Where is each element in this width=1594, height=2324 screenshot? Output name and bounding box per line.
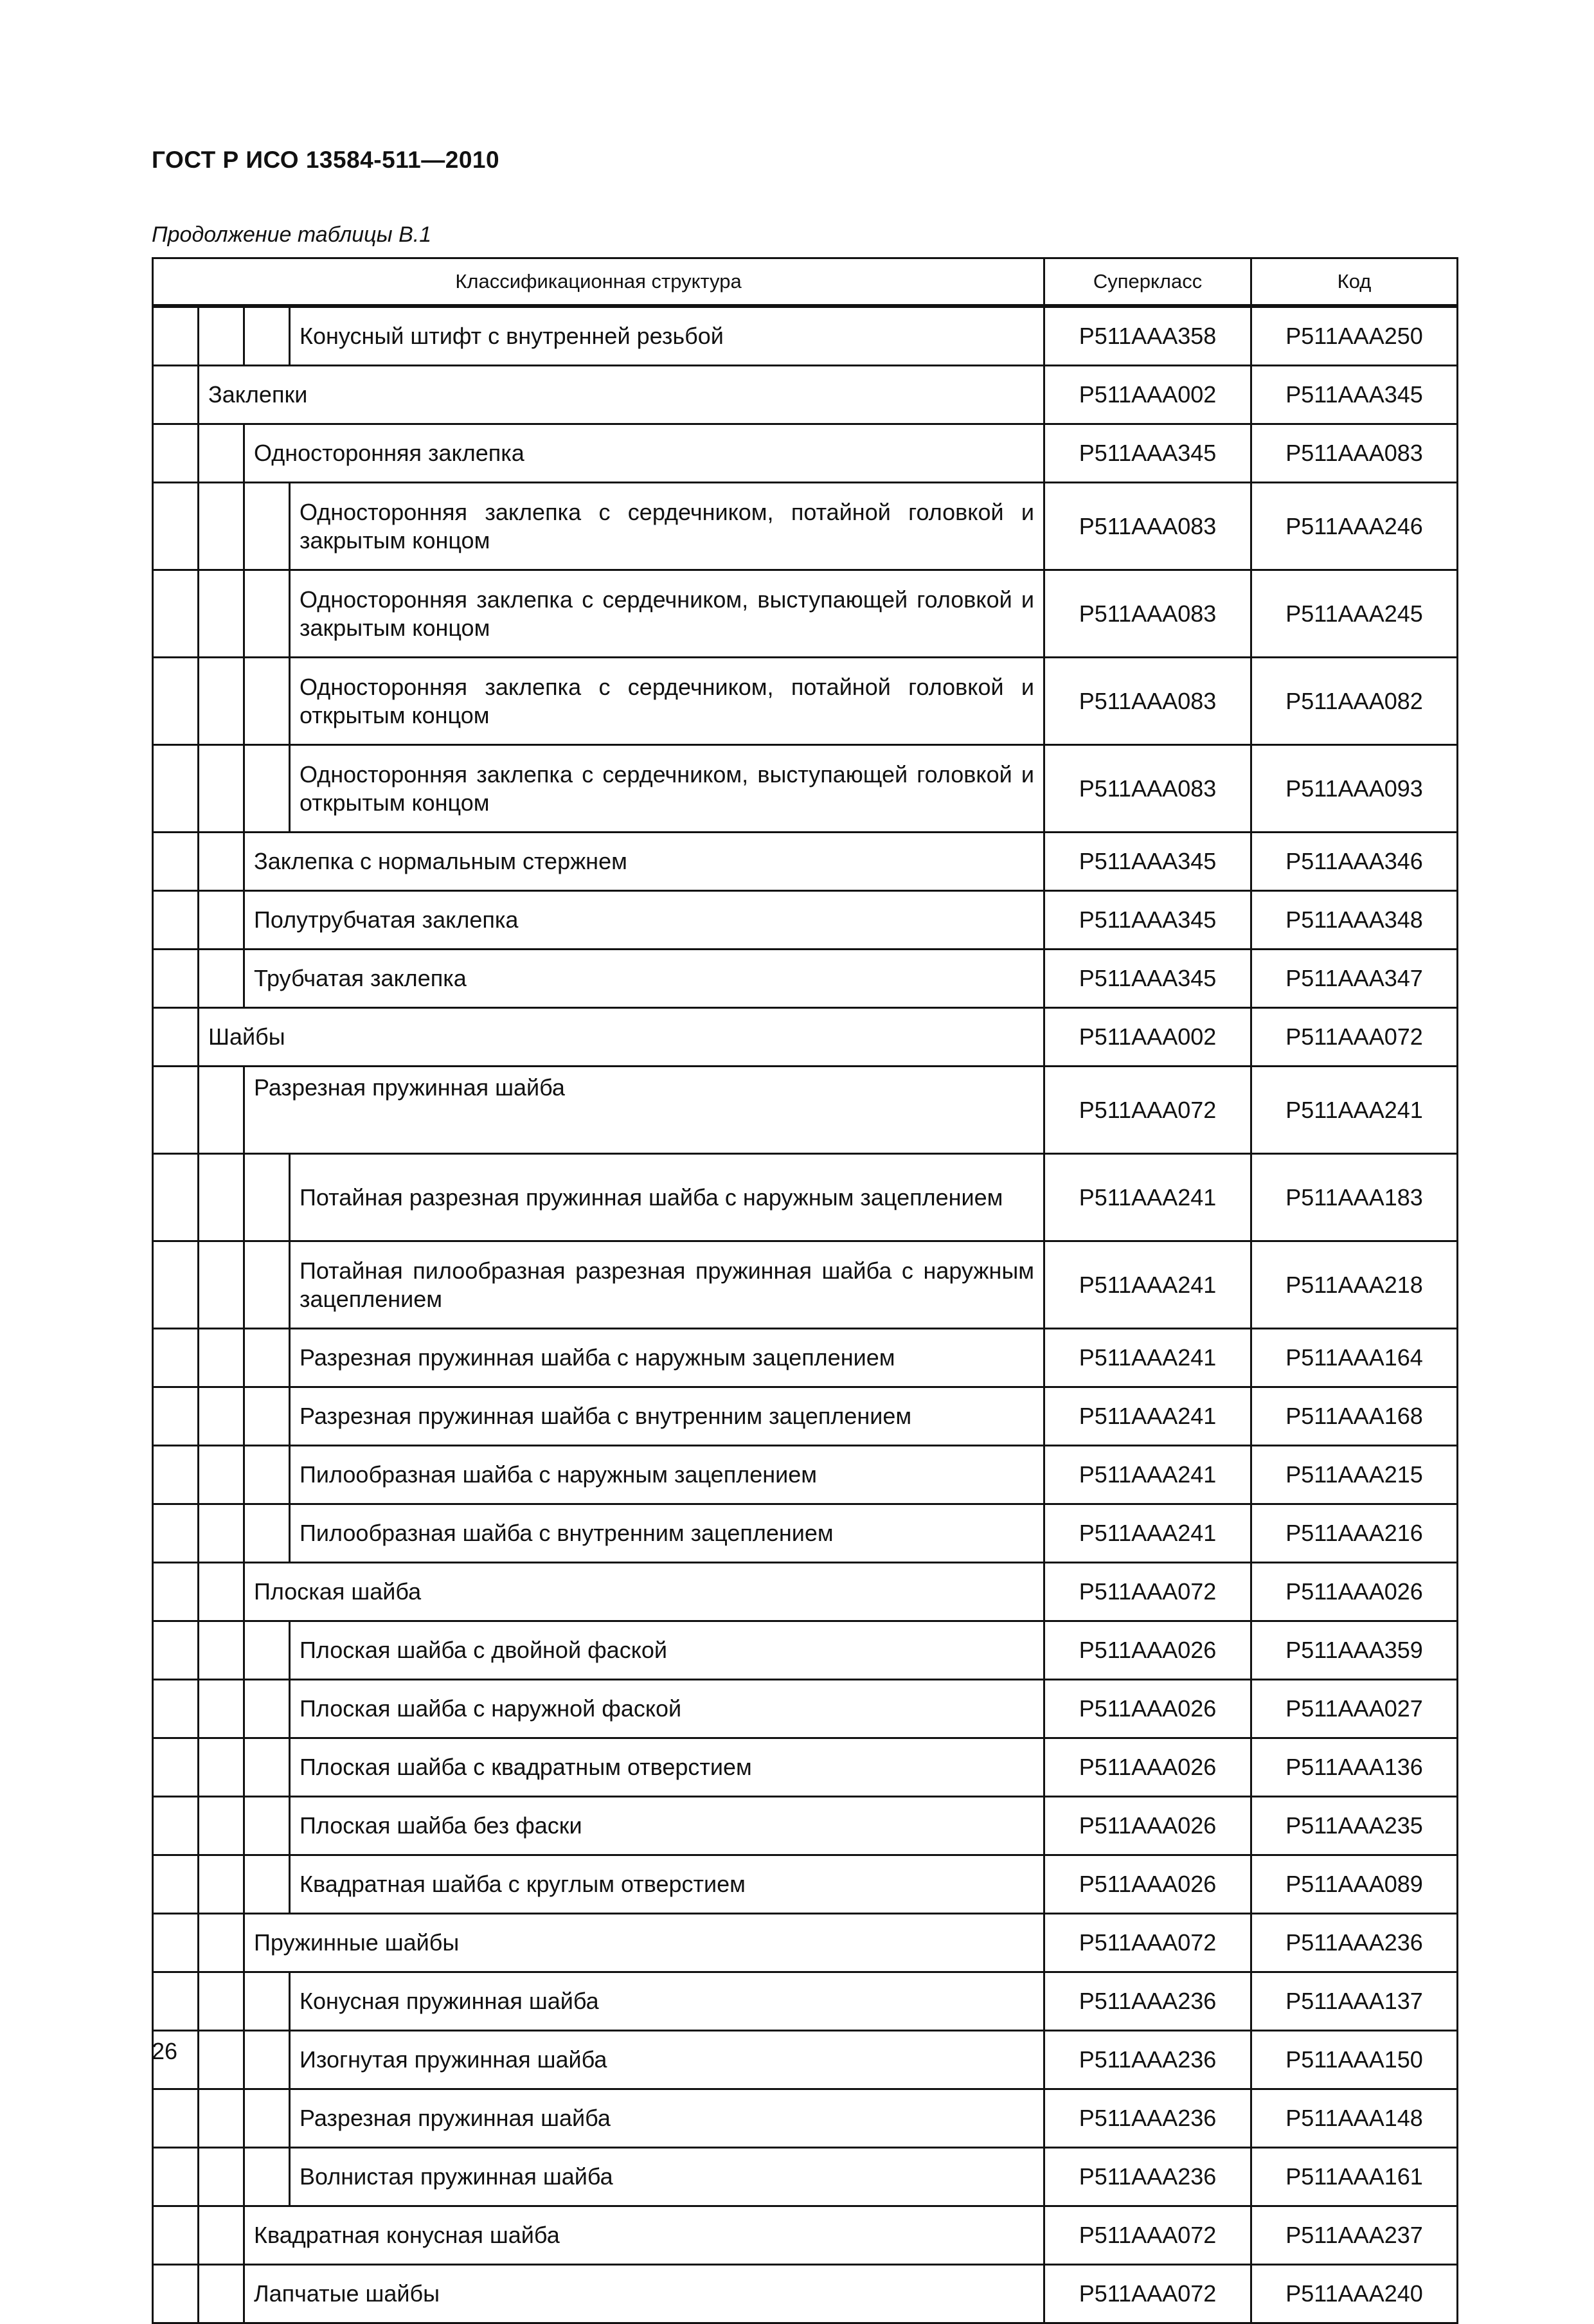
indent-cell bbox=[153, 1067, 199, 1154]
indent-cell bbox=[199, 2265, 244, 2323]
superclass-cell: P511AAA236 bbox=[1044, 1972, 1251, 2031]
indent-cell bbox=[199, 1067, 244, 1154]
code-cell: P511AAA089 bbox=[1251, 1855, 1458, 1914]
code-cell: P511AAA027 bbox=[1251, 1680, 1458, 1738]
superclass-cell: P511AAA002 bbox=[1044, 1008, 1251, 1067]
indent-cell bbox=[244, 1738, 290, 1797]
superclass-cell: P511AAA083 bbox=[1044, 745, 1251, 833]
table-row bbox=[153, 1738, 1458, 1797]
table-row bbox=[153, 950, 1458, 1008]
indent-cell bbox=[153, 1563, 199, 1621]
code-cell: P511AAA245 bbox=[1251, 570, 1458, 658]
code-cell: P511AAA246 bbox=[1251, 483, 1458, 570]
indent-cell bbox=[199, 2089, 244, 2148]
indent-cell bbox=[199, 307, 244, 366]
indent-cell bbox=[199, 1241, 244, 1329]
table-row bbox=[153, 1914, 1458, 1972]
indent-cell bbox=[199, 570, 244, 658]
indent-cell bbox=[153, 483, 199, 570]
class-name-cell: Плоская шайба с двойной фаской bbox=[290, 1621, 1044, 1680]
class-name-cell: Шайбы bbox=[199, 1008, 1044, 1067]
superclass-cell: P511AAA236 bbox=[1044, 2148, 1251, 2206]
indent-cell bbox=[244, 745, 290, 833]
header-structure: Классификационная структура bbox=[153, 258, 1044, 305]
superclass-cell: P511AAA345 bbox=[1044, 891, 1251, 950]
table-row bbox=[153, 2089, 1458, 2148]
code-cell: P511AAA168 bbox=[1251, 1387, 1458, 1446]
indent-cell bbox=[244, 1154, 290, 1241]
indent-cell bbox=[153, 2148, 199, 2206]
table-row bbox=[153, 570, 1458, 658]
code-cell: P511AAA093 bbox=[1251, 745, 1458, 833]
table-header-row bbox=[153, 258, 1458, 305]
indent-cell bbox=[244, 1972, 290, 2031]
table-row bbox=[153, 2031, 1458, 2089]
superclass-cell: P511AAA026 bbox=[1044, 1797, 1251, 1855]
code-cell: P511AAA218 bbox=[1251, 1241, 1458, 1329]
superclass-cell: P511AAA241 bbox=[1044, 1504, 1251, 1563]
class-name-cell: Конусный штифт с внутренней резьбой bbox=[290, 307, 1044, 366]
superclass-cell: P511AAA358 bbox=[1044, 307, 1251, 366]
table-row bbox=[153, 1855, 1458, 1914]
indent-cell bbox=[153, 1446, 199, 1504]
superclass-cell: P511AAA002 bbox=[1044, 366, 1251, 424]
indent-cell bbox=[153, 1855, 199, 1914]
code-cell: P511AAA164 bbox=[1251, 1329, 1458, 1387]
superclass-cell: P511AAA241 bbox=[1044, 1446, 1251, 1504]
code-cell: P511AAA183 bbox=[1251, 1154, 1458, 1241]
indent-cell bbox=[153, 950, 199, 1008]
superclass-cell: P511AAA236 bbox=[1044, 2089, 1251, 2148]
table-row bbox=[153, 1446, 1458, 1504]
class-name-cell: Пружинные шайбы bbox=[244, 1914, 1044, 1972]
class-name-cell: Плоская шайба с квадратным отверстием bbox=[290, 1738, 1044, 1797]
indent-cell bbox=[244, 483, 290, 570]
indent-cell bbox=[244, 1504, 290, 1563]
class-name-cell: Разрезная пружинная шайба с внутренним зацеплением bbox=[290, 1387, 1044, 1446]
code-cell: P511AAA348 bbox=[1251, 891, 1458, 950]
indent-cell bbox=[153, 1621, 199, 1680]
indent-cell bbox=[244, 2089, 290, 2148]
table-row bbox=[153, 1008, 1458, 1067]
class-name-cell: Пилообразная шайба с наружным зацеплением bbox=[290, 1446, 1044, 1504]
indent-cell bbox=[244, 307, 290, 366]
indent-cell bbox=[153, 1504, 199, 1563]
code-cell: P511AAA237 bbox=[1251, 2206, 1458, 2265]
indent-cell bbox=[153, 1738, 199, 1797]
superclass-cell: P511AAA083 bbox=[1044, 483, 1251, 570]
code-cell: P511AAA082 bbox=[1251, 658, 1458, 745]
indent-cell bbox=[153, 366, 199, 424]
class-name-cell: Односторонняя заклепка bbox=[244, 424, 1044, 483]
indent-cell bbox=[244, 1855, 290, 1914]
table-row bbox=[153, 2265, 1458, 2323]
superclass-cell: P511AAA072 bbox=[1044, 1067, 1251, 1154]
class-name-cell: Квадратная шайба с круглым отверстием bbox=[290, 1855, 1044, 1914]
class-name-cell: Односторонняя заклепка с сердечником, потайной головкой и закрытым концом bbox=[290, 483, 1044, 570]
table-row bbox=[153, 1241, 1458, 1329]
code-cell: P511AAA136 bbox=[1251, 1738, 1458, 1797]
class-name-cell: Полутрубчатая заклепка bbox=[244, 891, 1044, 950]
code-cell: P511AAA072 bbox=[1251, 1008, 1458, 1067]
table-row bbox=[153, 745, 1458, 833]
table-row bbox=[153, 1329, 1458, 1387]
class-name-cell: Заклепки bbox=[199, 366, 1044, 424]
superclass-cell: P511AAA345 bbox=[1044, 950, 1251, 1008]
code-cell: P511AAA347 bbox=[1251, 950, 1458, 1008]
code-cell: P511AAA137 bbox=[1251, 1972, 1458, 2031]
indent-cell bbox=[153, 1387, 199, 1446]
class-name-cell: Разрезная пружинная шайба bbox=[290, 2089, 1044, 2148]
class-name-cell: Односторонняя заклепка с сердечником, потайной головкой и открытым концом bbox=[290, 658, 1044, 745]
indent-cell bbox=[153, 1972, 199, 2031]
superclass-cell: P511AAA236 bbox=[1044, 2031, 1251, 2089]
class-name-cell: Лапчатые шайбы bbox=[244, 2265, 1044, 2323]
indent-cell bbox=[199, 1329, 244, 1387]
code-cell: P511AAA235 bbox=[1251, 1797, 1458, 1855]
superclass-cell: P511AAA083 bbox=[1044, 570, 1251, 658]
indent-cell bbox=[199, 424, 244, 483]
indent-cell bbox=[244, 1621, 290, 1680]
class-name-cell: Разрезная пружинная шайба bbox=[244, 1067, 1044, 1154]
indent-cell bbox=[244, 1446, 290, 1504]
header-code: Код bbox=[1251, 258, 1458, 305]
code-cell: P511AAA161 bbox=[1251, 2148, 1458, 2206]
code-cell: P511AAA083 bbox=[1251, 424, 1458, 483]
class-name-cell: Заклепка с нормальным стержнем bbox=[244, 833, 1044, 891]
table-row bbox=[153, 1563, 1458, 1621]
table-row bbox=[153, 366, 1458, 424]
superclass-cell: P511AAA026 bbox=[1044, 1680, 1251, 1738]
superclass-cell: P511AAA072 bbox=[1044, 2265, 1251, 2323]
indent-cell bbox=[244, 1241, 290, 1329]
indent-cell bbox=[244, 2031, 290, 2089]
indent-cell bbox=[153, 2265, 199, 2323]
indent-cell bbox=[153, 1680, 199, 1738]
indent-cell bbox=[199, 950, 244, 1008]
code-cell: P511AAA236 bbox=[1251, 1914, 1458, 1972]
table-row bbox=[153, 1154, 1458, 1241]
class-name-cell: Односторонняя заклепка с сердечником, выступающей головкой и открытым концом bbox=[290, 745, 1044, 833]
table-row bbox=[153, 1680, 1458, 1738]
document-header: ГОСТ Р ИСО 13584-511—2010 bbox=[152, 147, 500, 173]
indent-cell bbox=[199, 1738, 244, 1797]
code-cell: P511AAA026 bbox=[1251, 1563, 1458, 1621]
table-row bbox=[153, 483, 1458, 570]
superclass-cell: P511AAA345 bbox=[1044, 424, 1251, 483]
class-name-cell: Потайная разрезная пружинная шайба с наружным зацеплением bbox=[290, 1154, 1044, 1241]
indent-cell bbox=[153, 1008, 199, 1067]
indent-cell bbox=[244, 1797, 290, 1855]
table-row bbox=[153, 1797, 1458, 1855]
code-cell: P511AAA240 bbox=[1251, 2265, 1458, 2323]
page-number: 26 bbox=[152, 2038, 178, 2064]
indent-cell bbox=[153, 1797, 199, 1855]
indent-cell bbox=[199, 483, 244, 570]
indent-cell bbox=[153, 1154, 199, 1241]
indent-cell bbox=[153, 2206, 199, 2265]
indent-cell bbox=[199, 1504, 244, 1563]
indent-cell bbox=[244, 1329, 290, 1387]
indent-cell bbox=[153, 424, 199, 483]
indent-cell bbox=[199, 833, 244, 891]
indent-cell bbox=[153, 658, 199, 745]
class-name-cell: Плоская шайба bbox=[244, 1563, 1044, 1621]
code-cell: P511AAA345 bbox=[1251, 366, 1458, 424]
header-superclass: Суперкласс bbox=[1044, 258, 1251, 305]
indent-cell bbox=[199, 1972, 244, 2031]
indent-cell bbox=[199, 658, 244, 745]
superclass-cell: P511AAA072 bbox=[1044, 2206, 1251, 2265]
indent-cell bbox=[153, 570, 199, 658]
table-row bbox=[153, 891, 1458, 950]
indent-cell bbox=[153, 1241, 199, 1329]
indent-cell bbox=[199, 1855, 244, 1914]
superclass-cell: P511AAA083 bbox=[1044, 658, 1251, 745]
indent-cell bbox=[153, 2089, 199, 2148]
class-name-cell: Трубчатая заклепка bbox=[244, 950, 1044, 1008]
class-name-cell: Конусная пружинная шайба bbox=[290, 1972, 1044, 2031]
superclass-cell: P511AAA026 bbox=[1044, 1855, 1251, 1914]
code-cell: P511AAA215 bbox=[1251, 1446, 1458, 1504]
superclass-cell: P511AAA241 bbox=[1044, 1387, 1251, 1446]
indent-cell bbox=[244, 658, 290, 745]
indent-cell bbox=[153, 891, 199, 950]
table-row bbox=[153, 1621, 1458, 1680]
code-cell: P511AAA346 bbox=[1251, 833, 1458, 891]
indent-cell bbox=[244, 2148, 290, 2206]
table-row bbox=[153, 424, 1458, 483]
indent-cell bbox=[199, 1154, 244, 1241]
superclass-cell: P511AAA345 bbox=[1044, 833, 1251, 891]
indent-cell bbox=[153, 1914, 199, 1972]
indent-cell bbox=[199, 1563, 244, 1621]
code-cell: P511AAA216 bbox=[1251, 1504, 1458, 1563]
indent-cell bbox=[199, 2148, 244, 2206]
indent-cell bbox=[199, 1387, 244, 1446]
superclass-cell: P511AAA072 bbox=[1044, 1914, 1251, 1972]
class-name-cell: Пилообразная шайба с внутренним зацеплением bbox=[290, 1504, 1044, 1563]
class-name-cell: Разрезная пружинная шайба с наружным зацеплением bbox=[290, 1329, 1044, 1387]
class-name-cell: Изогнутая пружинная шайба bbox=[290, 2031, 1044, 2089]
class-name-cell: Потайная пилообразная разрезная пружинная шайба с наружным зацеплением bbox=[290, 1241, 1044, 1329]
table-row bbox=[153, 2148, 1458, 2206]
class-name-cell: Плоская шайба с наружной фаской bbox=[290, 1680, 1044, 1738]
code-cell: P511AAA359 bbox=[1251, 1621, 1458, 1680]
superclass-cell: P511AAA072 bbox=[1044, 1563, 1251, 1621]
indent-cell bbox=[153, 1329, 199, 1387]
indent-cell bbox=[153, 745, 199, 833]
classification-table bbox=[152, 257, 1458, 2324]
indent-cell bbox=[199, 745, 244, 833]
table-row bbox=[153, 833, 1458, 891]
indent-cell bbox=[199, 2031, 244, 2089]
class-name-cell: Волнистая пружинная шайба bbox=[290, 2148, 1044, 2206]
superclass-cell: P511AAA241 bbox=[1044, 1154, 1251, 1241]
superclass-cell: P511AAA026 bbox=[1044, 1621, 1251, 1680]
table-caption: Продолжение таблицы В.1 bbox=[152, 222, 432, 247]
indent-cell bbox=[199, 1914, 244, 1972]
table-row bbox=[153, 1387, 1458, 1446]
indent-cell bbox=[244, 570, 290, 658]
code-cell: P511AAA148 bbox=[1251, 2089, 1458, 2148]
indent-cell bbox=[153, 307, 199, 366]
superclass-cell: P511AAA026 bbox=[1044, 1738, 1251, 1797]
class-name-cell: Квадратная конусная шайба bbox=[244, 2206, 1044, 2265]
table-row bbox=[153, 1067, 1458, 1154]
indent-cell bbox=[153, 833, 199, 891]
indent-cell bbox=[244, 1680, 290, 1738]
code-cell: P511AAA150 bbox=[1251, 2031, 1458, 2089]
table-row bbox=[153, 1972, 1458, 2031]
indent-cell bbox=[244, 1387, 290, 1446]
indent-cell bbox=[199, 1797, 244, 1855]
superclass-cell: P511AAA241 bbox=[1044, 1329, 1251, 1387]
class-name-cell: Односторонняя заклепка с сердечником, выступающей головкой и закрытым концом bbox=[290, 570, 1044, 658]
indent-cell bbox=[199, 2206, 244, 2265]
indent-cell bbox=[199, 1621, 244, 1680]
indent-cell bbox=[199, 891, 244, 950]
class-name-cell: Плоская шайба без фаски bbox=[290, 1797, 1044, 1855]
indent-cell bbox=[199, 1680, 244, 1738]
table-row bbox=[153, 1504, 1458, 1563]
code-cell: P511AAA250 bbox=[1251, 307, 1458, 366]
superclass-cell: P511AAA241 bbox=[1044, 1241, 1251, 1329]
table-row bbox=[153, 658, 1458, 745]
indent-cell bbox=[199, 1446, 244, 1504]
code-cell: P511AAA241 bbox=[1251, 1067, 1458, 1154]
table-row bbox=[153, 307, 1458, 366]
table-row bbox=[153, 2206, 1458, 2265]
